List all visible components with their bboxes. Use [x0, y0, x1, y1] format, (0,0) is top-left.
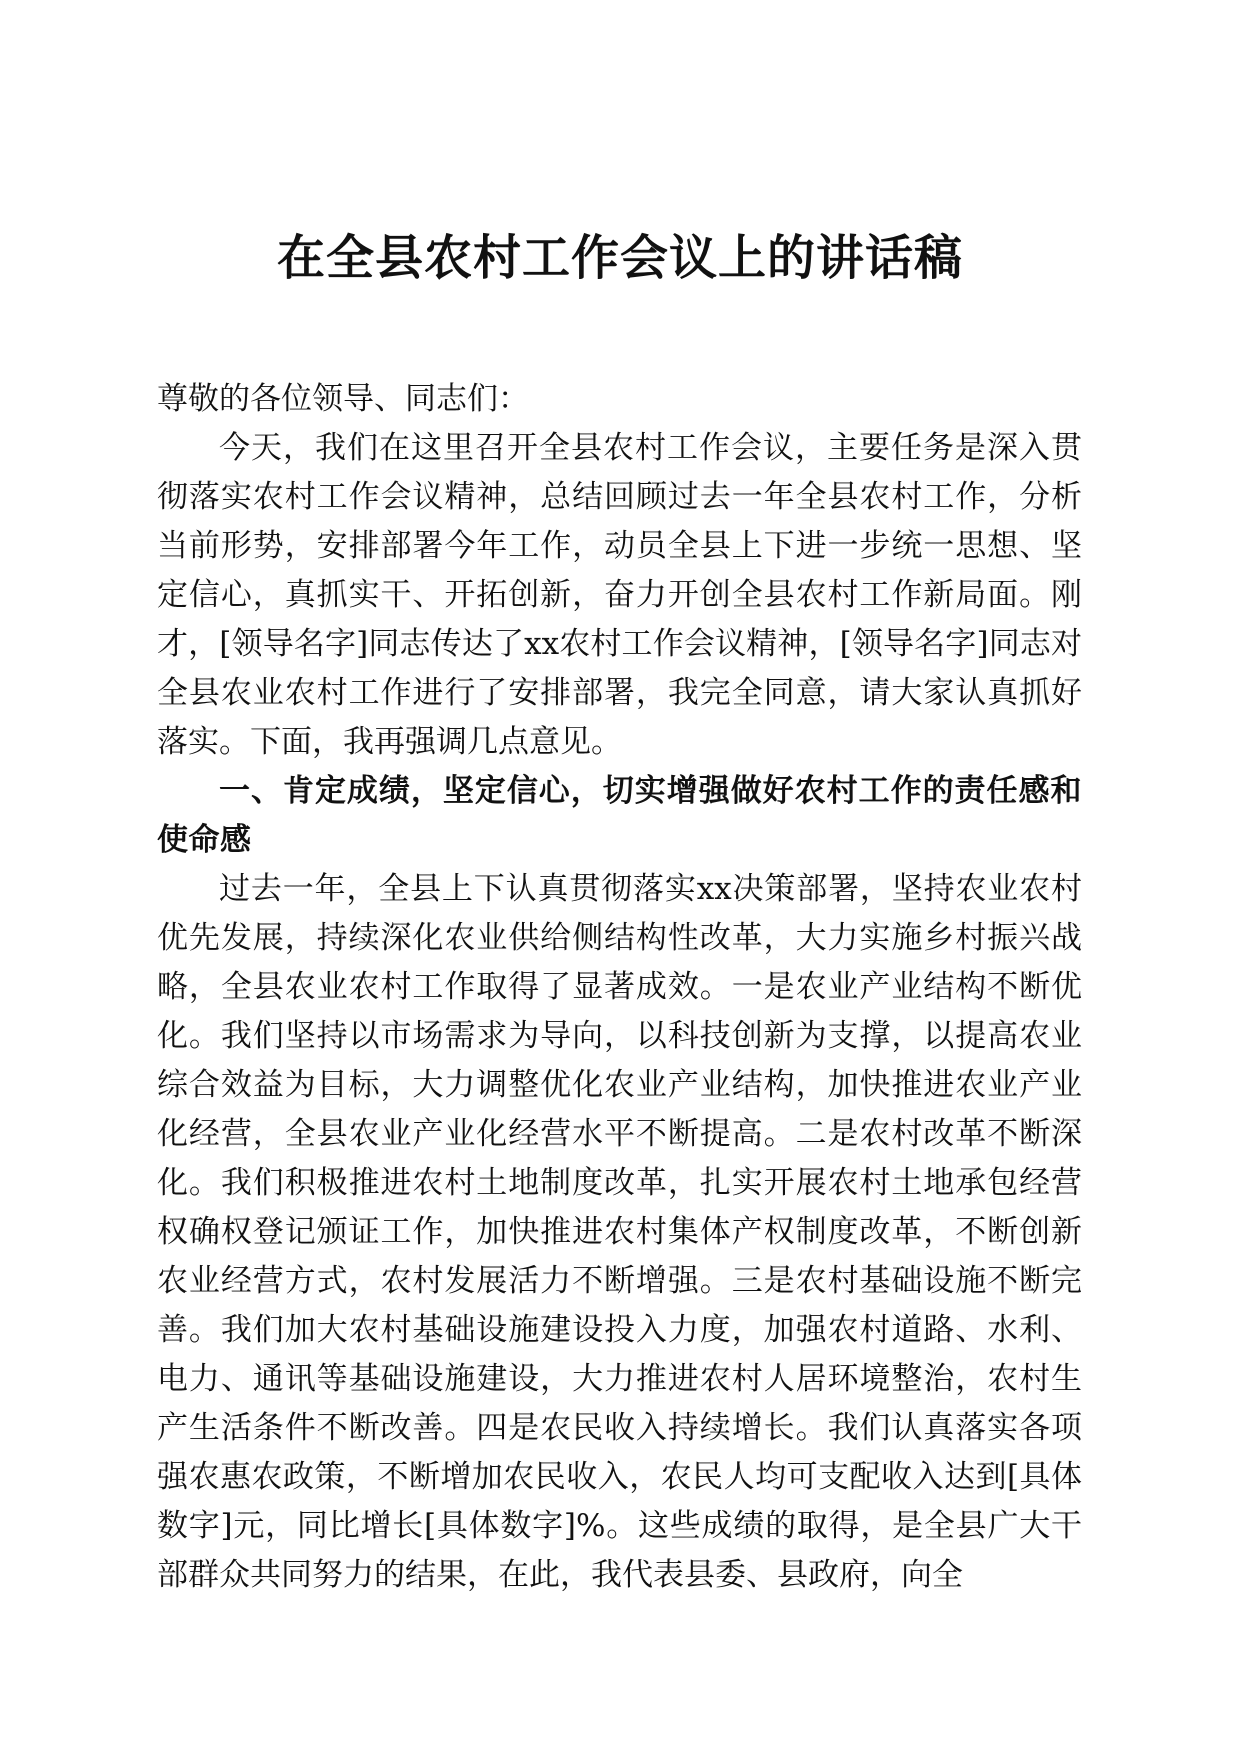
paragraph-achievements: 过去一年，全县上下认真贯彻落实xx决策部署，坚持农业农村优先发展，持续深化农业供给侧结构性改革，大力实施乡村振兴战略，全县农业农村工作取得了显著成效。一是农业产业结构不断优化。我们坚持以市场需求为导向，以科技创新为支撑，以提高农业综合效益为目标，大力调整优化农业产业结构，加快推进农业产业化经营，全县农业产业化经营水平不断提高。二是农村改革不断深化。我们积极推进农村土地制度改革，扎实开展农村土地承包经营权确权登记颁证工作，加快推进农村集体产权制度改革，不断创新农业经营方式，农村发展活力不断增强。三是农村基础设施不断完善。我们加大农村基础设施建设投入力度，加强农村道路、水利、电力、通讯等基础设施建设，大力推进农村人居环境整治，农村生产生活条件不断改善。四是农民收入持续增长。我们认真落实各项强农惠农政策，不断增加农民收入，农民人均可支配收入达到[具体数字]元，同比增长[具体数字]%。这些成绩的取得，是全县广大干部群众共同努力的结果，在此，我代表县委、县政府，向全	[157, 871, 1082, 1593]
salutation: 尊敬的各位领导、同志们：	[157, 381, 529, 417]
document-body	[157, 375, 1082, 1600]
paragraph-intro: 今天，我们在这里召开全县农村工作会议，主要任务是深入贯彻落实农村工作会议精神，总结回顾过去一年全县农村工作，分析当前形势，安排部署今年工作，动员全县上下进一步统一思想、坚定信心，真抓实干、开拓创新，奋力开创全县农村工作新局面。刚才，[领导名字]同志传达了xx农村工作会议精神，[领导名字]同志对全县农业农村工作进行了安排部署，我完全同意，请大家认真抓好落实。下面，我再强调几点意见。	[157, 430, 1082, 760]
document-title: 在全县农村工作会议上的讲话稿	[276, 230, 963, 286]
section-heading: 一、肯定成绩，坚定信心，切实增强做好农村工作的责任感和使命感	[157, 773, 1082, 858]
